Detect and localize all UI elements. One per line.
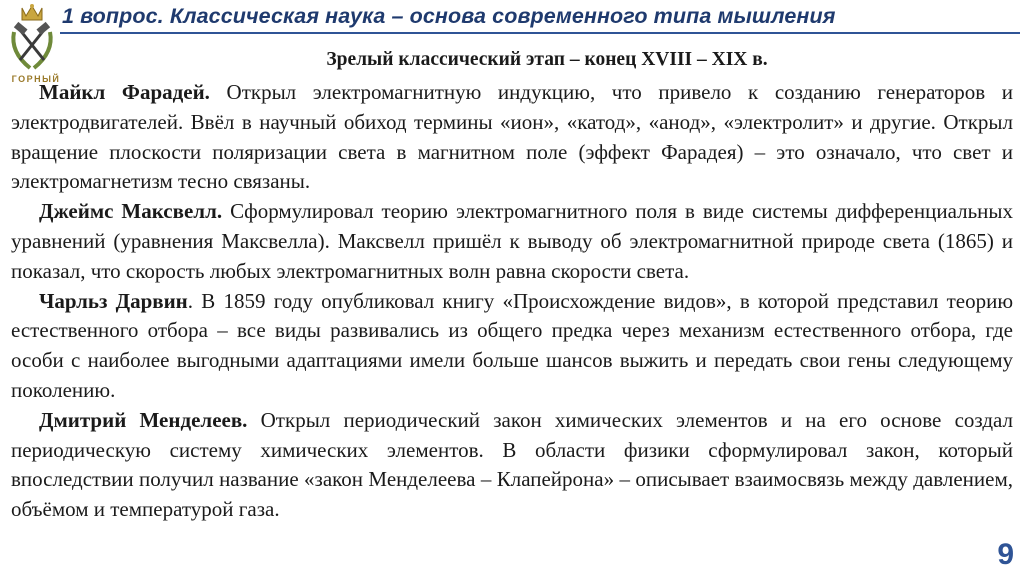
slide-subtitle: Зрелый классический этап – конец XVIII – XIX в. [326,49,768,70]
scientist-name: Майкл Фарадей. [39,80,210,104]
scientist-name: Чарльз Дарвин [39,288,188,313]
logo-text: ГОРНЫЙ [11,74,61,84]
paragraph-darwin [11,287,1013,406]
paragraph-text: Открыл периодический закон химических элементов и на его основе создал периодическую систему химических элементов. В области физики сформулировал закон, который впоследствии получил название «закон Менделеева – Клапейрона» – описывает взаимосвязь между давлением, объёмом и температурой газа. [11,407,1013,522]
page-title: 1 вопрос. Классическая наука – основа современного типа мышления [62,4,836,28]
page-number: 9 [997,538,1014,571]
header-divider [60,32,1020,34]
university-logo [4,2,60,90]
paragraph-maxwell [11,197,1013,286]
paragraph-faraday [11,78,1013,197]
paragraph-text: Открыл электромагнитную индукцию, что привело к созданию генераторов и электродвигателей. Ввёл в научный обиход термины «ион», «катод», «анод», «электролит» и другие. Открыл вращение плоскости поляризации света в магнитном поле (эффект Фарадея) – это означало, что свет и электромагнетизм тесно связаны. [11,80,1014,194]
paragraph-mendeleev [11,406,1013,525]
paragraph-text: . В 1859 году опубликовал книгу «Происхождение видов», в которой представил теорию естественного отбора – все виды развивались из общего предка через механизм естественного отбора, где особи с наиболее выгодными адаптациями имели больше шансов выжить и передать свои гены следующему поколению. [11,288,1014,402]
slide-body [11,78,1013,525]
scientist-name: Дмитрий Менделеев. [39,407,248,432]
paragraph-text: Сформулировал теорию электромагнитного поля в виде системы дифференциальных уравнений (уравнения Максвелла). Максвелл пришёл к выводу об электромагнитной природе света (1865) и показал, что скорость любых электромагнитных волн равна скорости света. [11,199,1013,283]
scientist-name: Джеймс Максвелл. [39,199,223,224]
